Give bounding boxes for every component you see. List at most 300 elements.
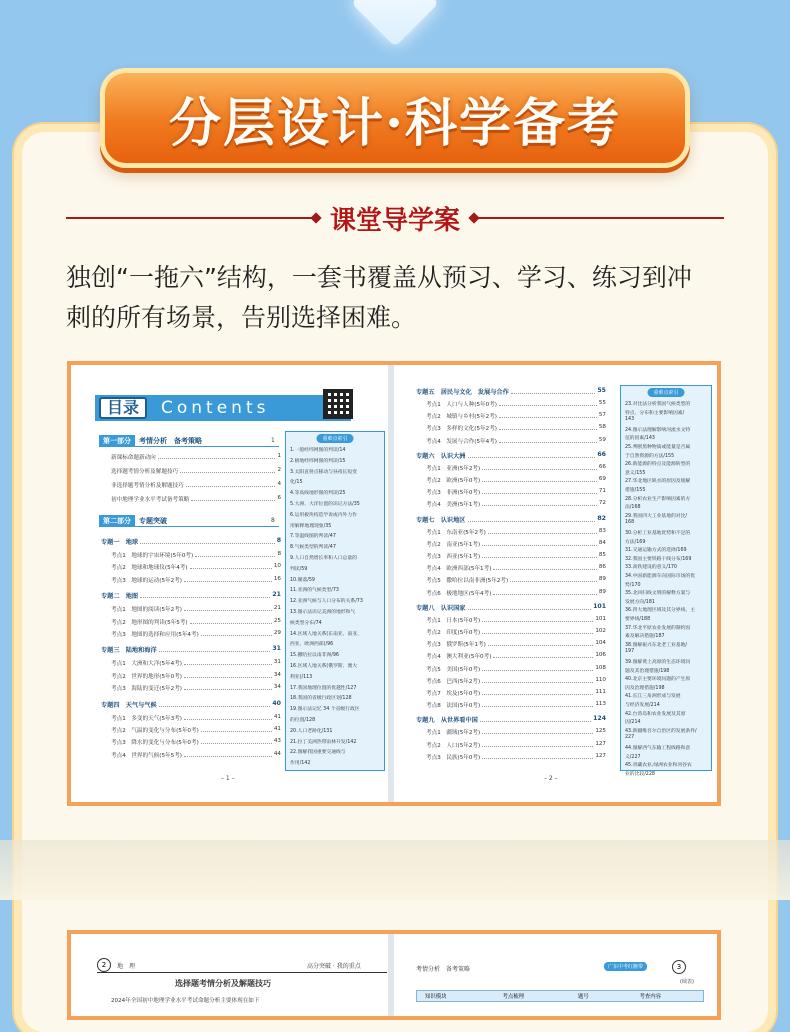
leader-dots [493, 652, 593, 658]
topic-heading-page: 82 [597, 514, 606, 522]
index-entry: 方法/169 [625, 539, 646, 545]
topic-heading-page: 40 [272, 699, 281, 707]
index-box-right [620, 385, 712, 777]
toc-entry-page: 34 [273, 671, 281, 678]
toc-entry-text: 考点6 极地地区(5年4考) [426, 590, 492, 597]
leader-dots [190, 563, 272, 569]
leader-dots [488, 640, 594, 646]
leader-dots [159, 700, 271, 707]
leader-dots [201, 726, 272, 732]
leader-dots [186, 481, 276, 487]
part1-page: 1 [271, 437, 275, 444]
toc-entry [426, 437, 606, 445]
toc-entry-text: 考点2 地形图的判读(5年5考) [111, 619, 188, 626]
table-header-4: 考查内容 [639, 994, 662, 1000]
leader-dots [468, 451, 596, 458]
toc-entry-page: 84 [598, 539, 606, 546]
inner-table-header [416, 990, 704, 1002]
toc-entry-text: 考点2 南亚(5年1考) [426, 541, 481, 548]
index-entry: 与经济发展/214 [625, 703, 660, 708]
description-line-2: 刺的所有场景，告别选择困难。 [66, 303, 417, 332]
description [66, 258, 730, 338]
toc-entry [426, 528, 606, 536]
leader-dots [190, 618, 272, 624]
toc-page-right [394, 365, 717, 802]
divider-left [66, 217, 316, 219]
toc-entry-page: 58 [598, 424, 606, 431]
index-entry: 素及解决措施/187 [625, 634, 665, 640]
toc-entry [426, 552, 606, 560]
toc-entry [426, 476, 606, 484]
toc-entry-page: 66 [598, 463, 606, 470]
toc-entry [111, 453, 281, 461]
toc-entry-text: 考点2 人口(5年2考) [426, 742, 481, 749]
toc-entry [426, 540, 606, 548]
index-entry: 17.我国地理位置的优越性/127 [290, 685, 357, 691]
part2-bar [99, 515, 279, 527]
inner-left-rule [97, 972, 387, 973]
leader-dots [482, 500, 597, 506]
toc-entry [426, 677, 606, 685]
toc-entry-page: 25 [273, 617, 281, 624]
toc-entry-text: 考点4 美洲(5年1考) [426, 502, 481, 509]
page-number-right: – 2 – [544, 775, 558, 782]
leader-dots [184, 751, 272, 757]
topic-heading-text: 专题六 认识大洲 [416, 452, 466, 460]
leader-dots [482, 741, 593, 747]
leader-dots [482, 552, 597, 558]
part1-title: 考情分析 备考策略 [139, 436, 202, 445]
topic-heading-text: 专题五 居民与文化 发展与合作 [416, 389, 509, 396]
inner-right-badge: 广东中考红腕带 [604, 962, 647, 971]
toc-entry [426, 728, 606, 736]
toc-entry-text: 考点2 欧洲(5年0考) [426, 478, 481, 484]
index-entry: 措施/155 [625, 488, 646, 493]
index-entry: 227 [625, 735, 635, 741]
toc-entry-text: 考点1 东南亚(5年2考) [426, 529, 486, 536]
inner-right-header: 考情分析 备考策略 [416, 966, 471, 973]
toc-entry-text: 初中地理学业水平考试备考策略 [111, 497, 190, 503]
topic-heading-page: 21 [272, 591, 281, 599]
toc-entry-text: 新课标命题新动向 [111, 455, 156, 461]
toc-entry [426, 628, 606, 636]
toc-entry-page: 21 [273, 605, 281, 612]
topic-heading-text: 专题七 认识地区 [416, 516, 466, 524]
leader-dots [195, 551, 275, 557]
leader-dots [510, 576, 597, 582]
toc-entry-page: 10 [273, 563, 281, 570]
topic-heading [101, 591, 281, 600]
topic-heading-page: 55 [597, 387, 606, 394]
topic-heading [416, 603, 606, 612]
index-entry: 候类型分布/74 [290, 620, 322, 626]
toc-entry-text: 考点1 疆域(5年2考) [426, 730, 481, 737]
toc-header [95, 395, 351, 421]
banner-title: 分层设计·科学备考 [168, 92, 622, 154]
toc-entry-text: 考点3 多样的文化(5年2考) [426, 426, 497, 433]
index-entry: 2.极地经纬网图的判读/15 [290, 458, 346, 464]
toc-entry-text: 选择题考情分析及解题技巧 [111, 469, 179, 475]
page-number-left: – 1 – [221, 775, 235, 782]
index-entry: 10.聚落/59 [290, 577, 315, 583]
index-entry: 35.北回归线文明的解释方案与 [625, 591, 691, 597]
toc-entry-text: 考点1 地球的宇宙环境(5年0考) [111, 553, 194, 559]
inner-page-left [71, 934, 394, 1016]
index-entry: 197 [625, 649, 635, 655]
index-entry: 6.运用板块构造学说或内外力作 [290, 512, 357, 518]
part1-bar [99, 435, 279, 447]
leader-dots [201, 630, 272, 636]
index-box-left [285, 431, 385, 771]
toc-entry-page: 127 [595, 752, 606, 759]
index-title-left: 重难点索引 [316, 434, 353, 443]
index-entry: 因/214 [625, 720, 641, 726]
toc-page-left [71, 365, 394, 802]
toc-entry [426, 500, 606, 508]
banner [100, 68, 690, 168]
toc-entry [426, 616, 606, 624]
leader-dots [158, 453, 276, 459]
index-entry: 4.等高线地形图的判读/25 [290, 491, 346, 497]
leader-dots [201, 738, 272, 744]
toc-entry-page: 55 [598, 400, 606, 406]
toc-entry-page: 41 [273, 713, 281, 720]
leader-dots [482, 488, 597, 494]
toc-entry-text: 考点2 印度(5年0考) [426, 630, 481, 636]
leader-dots [499, 400, 597, 406]
index-entry: 22.图解我国重要交通线与 [290, 750, 346, 756]
leader-dots [511, 387, 596, 394]
leader-dots [482, 689, 593, 695]
toc-entry-page: 34 [273, 684, 281, 691]
toc-entry-page: 16 [273, 575, 281, 582]
toc-entry [426, 589, 606, 597]
leader-dots [488, 528, 597, 534]
toc-entry-page: 89 [598, 576, 606, 583]
toc-entry-page: 4 [277, 481, 281, 487]
index-entry: 29.我国四大工业基地的对比/ [625, 513, 688, 519]
toc-entry [111, 551, 281, 559]
leader-dots [184, 605, 272, 611]
index-entry: 12.亚洲气候与人口分布的关系/73 [290, 599, 363, 605]
toc-entry-page: 31 [273, 659, 281, 666]
index-entry: 11.亚洲的气候类型/73 [290, 588, 339, 594]
topic-heading [101, 700, 281, 709]
toc-entry-page: 113 [595, 701, 606, 708]
toc-entry [111, 672, 281, 680]
topic-heading-page: 66 [597, 450, 606, 458]
leader-dots [184, 684, 272, 690]
index-entry: 41.长江三角洲形成与发展 [625, 694, 681, 700]
toc-entry [111, 726, 281, 734]
leader-dots [482, 728, 593, 734]
toc-entry [426, 400, 606, 408]
toc-entry-text: 考点2 世界的地形(5年0考) [111, 673, 182, 680]
toc-entry [426, 564, 606, 572]
index-entry: 28.分析农业生产影响因素的方 [625, 496, 691, 502]
index-entry: 化/15 [290, 480, 303, 486]
leader-dots [184, 576, 272, 582]
toc-entry-text: 考点3 民族(5年0考) [426, 754, 481, 761]
index-entry: 用解释地理现象/35 [290, 523, 332, 529]
toc-entry-page: 86 [598, 564, 606, 571]
leader-dots [482, 616, 593, 622]
index-entry: 8.气候类型的判读/47 [290, 545, 336, 551]
leader-dots [184, 714, 272, 720]
part1-tag: 第一部分 [99, 435, 135, 447]
divider-right [474, 217, 724, 219]
toc-entry [426, 412, 606, 420]
index-entry: 37.华北平原农业发展的制约因 [625, 625, 691, 631]
toc-entry-page: 1 [277, 453, 281, 459]
index-entry: 1.一般经纬网图的判读/14 [290, 448, 346, 453]
table-header-3: 题号 [578, 994, 589, 1000]
inner-left-header: 地 理 [117, 963, 136, 970]
index-entry: 31.交通运输方式的选择/169 [625, 548, 687, 554]
toc-entry [426, 689, 606, 697]
index-entry: 33.高铁建设的意义/170 [625, 565, 677, 571]
leader-dots [499, 437, 597, 443]
index-entry: 32.我国主要铁路干线分布/169 [625, 556, 692, 562]
toc-entry-page: 102 [595, 628, 606, 634]
toc-entry-page: 111 [595, 689, 606, 695]
index-entry: 征的因素/143 [625, 436, 655, 442]
toc-entry [426, 652, 606, 660]
topic-heading-page: 124 [593, 715, 606, 723]
index-entry: 义/227 [625, 754, 641, 760]
index-entry: 法/168 [625, 505, 641, 511]
toc-entry [426, 701, 606, 709]
toc-entry-text: 考点2 城镇与乡村(5年2考) [426, 414, 497, 421]
toc-entry [111, 714, 281, 722]
leader-dots [468, 515, 596, 522]
index-entry: 19.图示法记忆 34 个省级行政区 [290, 707, 360, 713]
inner-left-header-right: 高分突破 · 我的重点 [307, 963, 361, 970]
index-entry: 27.华北地区缺水的原因及缓解 [625, 479, 691, 485]
index-entry: 25.判断黑种物质或能量是否属 [625, 445, 691, 450]
inner-right-page-number: 3 [672, 960, 686, 974]
toc-entry [111, 630, 281, 638]
toc-entry-text: 非选择题考情分析及解题技巧 [111, 483, 184, 489]
shelf-shadow [0, 840, 790, 900]
toc-entry-text: 考点1 人口与人种(5年0考) [426, 402, 497, 408]
index-entry: 13.图示法识记美洲的地形和气 [290, 610, 356, 615]
leader-dots [184, 659, 272, 665]
inner-page-right [394, 934, 717, 1016]
index-entry: 23.对比法分析我国气候类型的 [625, 402, 691, 407]
inner-left-intro: 2024年全国初中地理学业水平考试命题分析主要体现在如下 [111, 998, 260, 1004]
index-entry: 34.中国新能源车向国际市场的优 [625, 574, 695, 579]
toc-entry-text: 考点1 日本(5年0考) [426, 617, 481, 624]
inner-left-title: 选择题考情分析及解题技巧 [175, 979, 271, 988]
toc-entry-text: 考点5 撒哈拉以南非洲(5年2考) [426, 578, 509, 585]
qr-code-icon [323, 389, 353, 419]
toc-entry-page: 108 [595, 664, 606, 671]
leader-dots [482, 540, 597, 546]
toc-entry-page: 104 [595, 640, 606, 647]
toc-contents-label: Contents [161, 398, 270, 418]
index-entry: 40.北京主要环境问题的产生原 [625, 677, 691, 683]
toc-entry-page: 69 [598, 476, 606, 482]
leader-dots [493, 589, 596, 595]
section-subtitle: 课堂导学案 [330, 205, 461, 236]
toc-entry-page: 89 [598, 588, 606, 595]
toc-entry [111, 481, 281, 489]
leader-dots [140, 591, 270, 598]
index-entry: 20.人口老龄化/131 [290, 728, 333, 734]
index-entry: 44.图解西气东输工程线路和意 [625, 746, 691, 751]
toc-entry-page: 83 [598, 527, 606, 534]
index-entry: 势/170 [625, 582, 641, 588]
index-entry: 14.区域人地关系(东南亚、南亚、 [290, 631, 362, 637]
toc-entry-text: 考点1 多变的天气(5年3考) [111, 715, 182, 722]
index-entry: 21.拉丁美洲热带雨林开发/142 [290, 739, 357, 745]
toc-entry [111, 467, 281, 475]
toc-entry-text: 考点3 俄罗斯(5年1考) [426, 642, 486, 649]
toc-entry-page: 127 [595, 740, 606, 747]
section-heading [66, 196, 724, 240]
index-entry: 7.等温线图的判读/47 [290, 534, 336, 540]
leader-dots [499, 412, 597, 418]
toc-entry-text: 考点5 美国(5年0考) [426, 666, 481, 673]
toc-entry [426, 741, 606, 749]
toc-entry-text: 考点3 地图的选择和应用(5年4考) [111, 632, 199, 638]
leader-dots [482, 665, 593, 671]
leader-dots [493, 564, 596, 570]
toc-mulu: 目录 [99, 397, 147, 419]
toc-entry-page: 41 [273, 726, 281, 732]
leader-dots [480, 715, 591, 722]
index-entry: 作用/142 [290, 761, 311, 767]
inner-left-page-number: 2 [97, 958, 111, 972]
toc-entry-text: 考点4 欧洲西部(5年1考) [426, 566, 492, 573]
index-entry: 利亚)/113 [290, 674, 313, 680]
toc-entry-page: 2 [277, 467, 281, 473]
part2-page: 8 [271, 517, 275, 524]
index-entry: 发展方向/181 [625, 599, 655, 605]
leader-dots [482, 677, 593, 683]
topic-heading-text: 专题九 从世界看中国 [416, 717, 478, 725]
table-header-2: 考点梳理 [502, 994, 525, 1000]
index-entry: 判读/59 [290, 566, 308, 572]
index-entry: 42.台湾岛和农业发展及其原 [625, 711, 686, 717]
index-entry: 39.图解黄土高原的生态环境问 [625, 660, 691, 665]
index-entry: 168 [625, 520, 635, 526]
index-entry: 3.太阳直射点移动与昼夜长短变 [290, 469, 357, 475]
index-entry: 38.图解振兴东北老工业基地/ [625, 642, 688, 648]
toc-entry-page: 71 [598, 488, 606, 495]
table-header-1: 知识模块 [425, 994, 447, 1000]
toc-entry-text: 考点4 发展与合作(5年4考) [426, 438, 497, 445]
toc-entry [111, 738, 281, 746]
description-line-1: 独创“一拖六”结构，一套书覆盖从预习、学习、练习到冲 [66, 263, 692, 292]
toc-entry-text: 考点2 气温的变化与分布(5年0考) [111, 728, 199, 734]
toc-entry-text: 考点3 海陆的变迁(5年2考) [111, 686, 182, 693]
leader-dots [482, 753, 593, 759]
part2-tag: 第二部分 [99, 515, 135, 527]
toc-entry-text: 考点3 西亚(5年1考) [426, 554, 481, 560]
toc-entry-text: 考点1 亚洲(5年2考) [426, 465, 481, 472]
toc-entry [426, 576, 606, 584]
index-entry: 9.人口自然增长率和人口总量的 [290, 556, 357, 561]
toc-entry-text: 考点4 澳大利亚(5年0考) [426, 654, 492, 661]
topic-heading-page: 101 [593, 602, 606, 610]
toc-entry-page: 59 [598, 436, 606, 443]
toc-entry [426, 665, 606, 673]
topic-heading-text: 专题二 地图 [101, 593, 139, 601]
toc-entry-text: 考点1 大洲和大洋(5年4考) [111, 661, 182, 668]
toc-entry [111, 605, 281, 613]
index-entry: 于自然资源的方法/155 [625, 453, 675, 459]
toc-entry [426, 640, 606, 648]
toc-entry [426, 488, 606, 496]
index-entry: 15.撒哈拉以南非洲/96 [290, 653, 339, 659]
toc-entry-page: 29 [273, 630, 281, 636]
toc-entry-text: 考点7 埃及(5年0考) [426, 691, 481, 697]
index-entry: 意义/155 [625, 470, 646, 476]
toc-entry [111, 684, 281, 692]
toc-entry [426, 464, 606, 472]
toc-entry-text: 考点4 世界的气候(5年5考) [111, 752, 182, 759]
toc-entry [111, 495, 281, 503]
toc-entry-text: 考点6 巴西(5年2考) [426, 678, 481, 685]
topic-heading [416, 451, 606, 460]
leader-dots [184, 672, 272, 678]
topic-heading-text: 专题三 陆地和海洋 [101, 647, 157, 655]
index-entry: 特点、分布和主要影响因素/ [625, 410, 685, 416]
topic-heading-text: 专题一 地球 [101, 539, 139, 546]
leader-dots [499, 424, 597, 430]
index-entry: 18.我国的省级行政区划/128 [290, 696, 352, 702]
index-entry: 5.大洲、大洋位置的识记方法/35 [290, 502, 360, 507]
index-entry: 因及治理措施/198 [625, 685, 665, 691]
leader-dots [482, 464, 597, 470]
index-entry: 36.四大地理区域及其分界线、主 [625, 608, 695, 614]
leader-dots [482, 628, 593, 634]
toc-entry-text: 考点3 降水的变化与分布(5年0考) [111, 740, 199, 747]
index-title-right: 重难点索引 [647, 388, 684, 397]
topic-heading [416, 715, 606, 724]
toc-entry-page: 125 [595, 728, 606, 735]
index-entry: 题及其治理措施/198 [625, 668, 670, 674]
leader-dots [159, 645, 271, 652]
top-diamond-decoration [351, 0, 439, 47]
topic-heading-text: 专题四 天气与气候 [101, 701, 157, 709]
topic-heading [101, 537, 281, 546]
toc-entry [111, 618, 281, 626]
leader-dots [191, 495, 275, 501]
index-entry: 143 [625, 417, 635, 423]
inner-spread-image [67, 930, 721, 1020]
topic-heading-page: 31 [272, 645, 281, 653]
topic-heading [101, 645, 281, 654]
leader-dots [482, 701, 593, 707]
index-entry: 30.分析工业基地优势和不足的 [625, 531, 691, 536]
leader-dots [482, 476, 597, 482]
index-entry: 16.区域人地关系(俄罗斯、澳大 [290, 664, 358, 669]
toc-entry [111, 563, 281, 571]
index-entry: 26.新能源的特点及能源转型的 [625, 462, 691, 468]
toc-entry [111, 576, 281, 584]
index-entry: 要界线/188 [625, 617, 651, 622]
index-entry: 45.青藏农业,绿洲农业和河谷农 [625, 763, 692, 769]
toc-entry [426, 424, 606, 432]
leader-dots [180, 467, 275, 473]
topic-heading-page: 8 [276, 537, 281, 544]
toc-entry [111, 659, 281, 667]
toc-entry-text: 考点3 非洲(5年0考) [426, 490, 481, 497]
toc-entry [426, 753, 606, 761]
